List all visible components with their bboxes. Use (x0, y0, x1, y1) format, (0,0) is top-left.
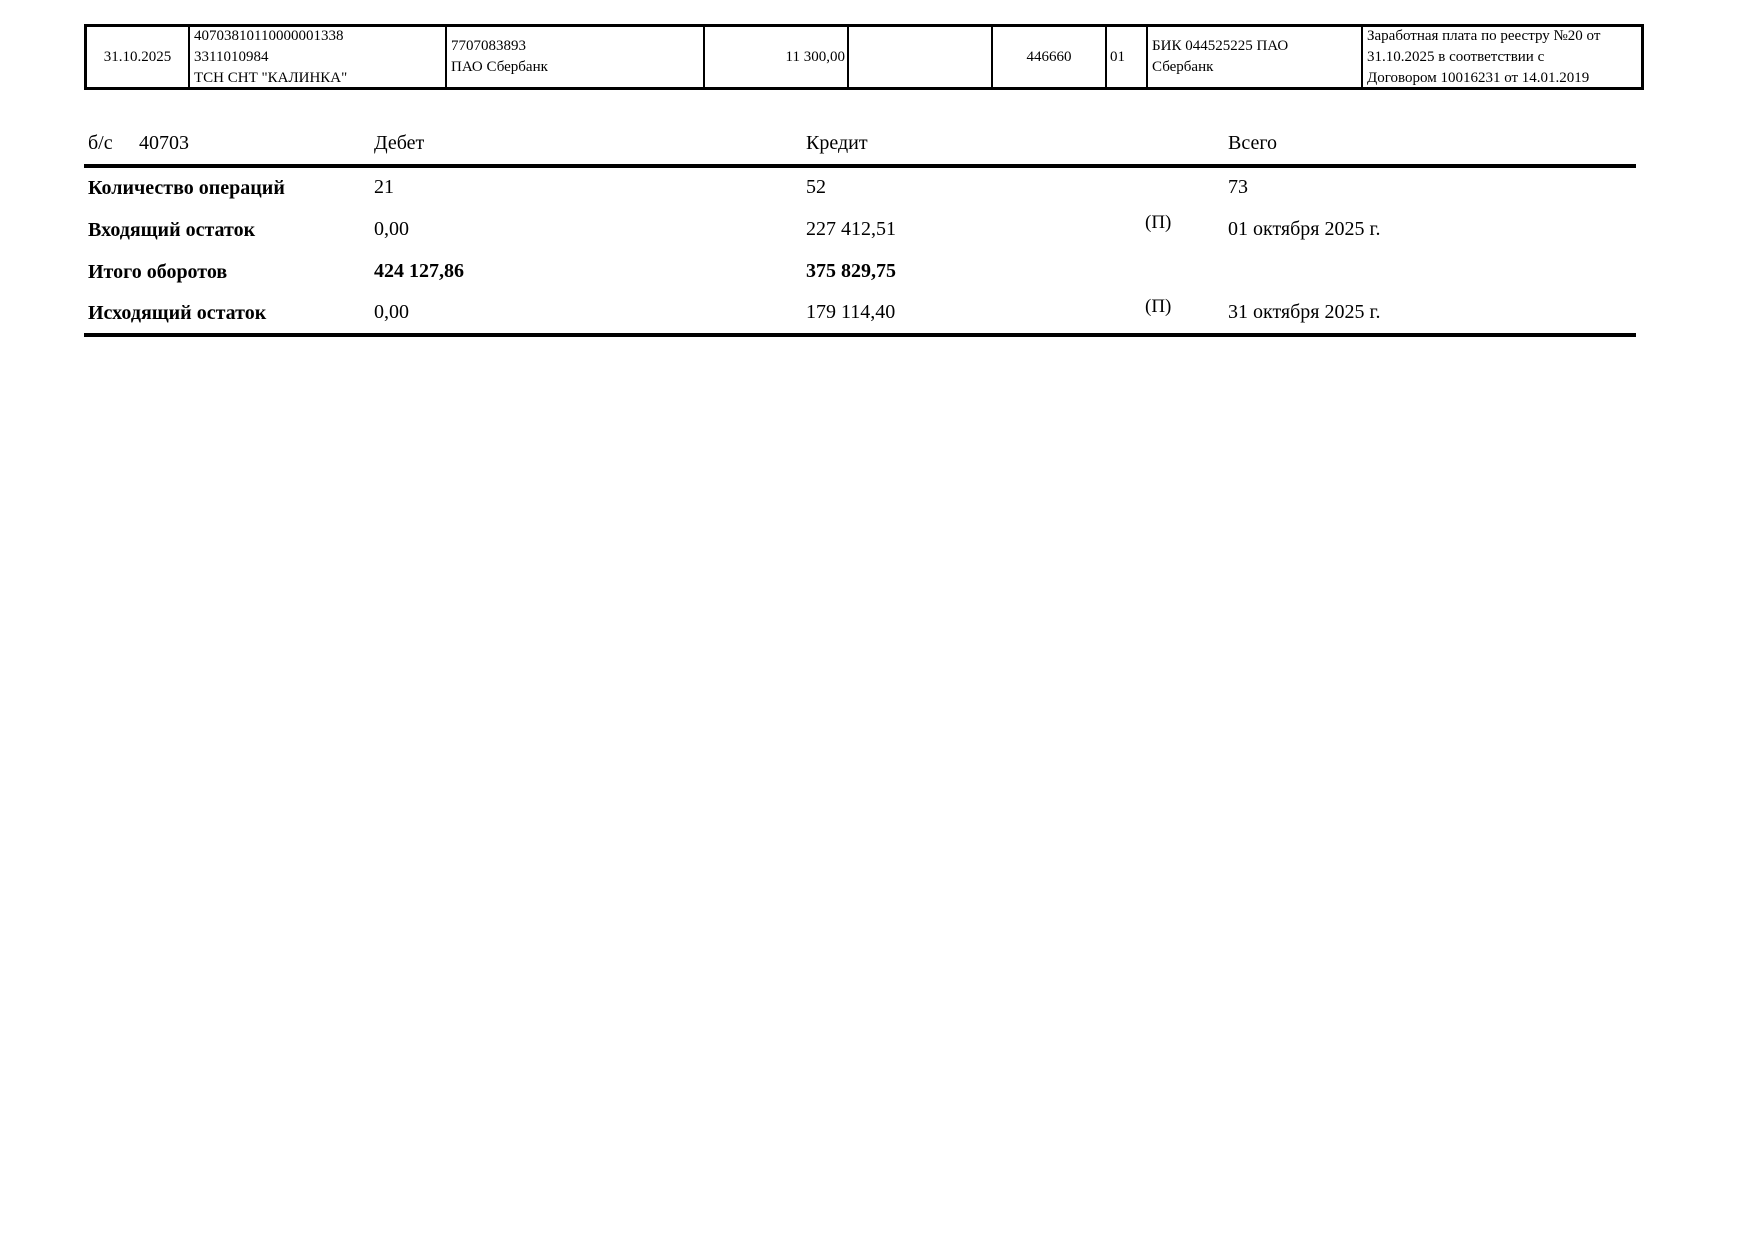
tx-counterparty-inn: 7707083893 (451, 38, 526, 54)
tx-amount-cell (705, 27, 849, 87)
tx-date-cell (87, 27, 190, 87)
tx-date: 31.10.2025 (103, 48, 172, 65)
tx-account-number: 40703810110000001338 (194, 27, 344, 44)
tx-counterparty-name: ПАО Сбербанк (451, 59, 548, 75)
tx-account-inn: 3311010984 (194, 48, 269, 65)
tx-bank-name: Сбербанк (1152, 59, 1214, 75)
tx-op-code: 01 (1110, 48, 1125, 65)
row-opening-label: Входящий остаток (88, 219, 256, 241)
summary-top-rule (84, 164, 1636, 168)
credit-header: Кредит (806, 132, 868, 154)
row-turnover-credit: 375 829,75 (806, 260, 896, 282)
tx-doc-number: 446660 (1026, 48, 1072, 65)
summary-bottom-rule (84, 333, 1636, 337)
tx-purpose-cell (1363, 27, 1641, 87)
row-opening-debit: 0,00 (374, 218, 409, 240)
tx-purpose-line-1: Заработная плата по реестру №20 от (1367, 27, 1601, 44)
tx-bank-bik: БИК 044525225 ПАО (1152, 38, 1289, 54)
tx-purpose-line-2: 31.10.2025 в соответствии с (1367, 48, 1545, 65)
total-header: Всего (1228, 132, 1278, 154)
tx-account-name: ТСН СНТ "КАЛИНКА" (194, 69, 348, 86)
row-operations-debit: 21 (374, 176, 394, 198)
account-value: 40703 (139, 132, 189, 154)
row-operations-label: Количество операций (88, 177, 285, 199)
row-closing-total: 31 октября 2025 г. (1228, 301, 1381, 323)
row-closing-label: Исходящий остаток (88, 302, 267, 324)
row-opening-total: 01 октября 2025 г. (1228, 218, 1381, 240)
tx-account-cell (190, 27, 447, 87)
tx-empty-cell (849, 27, 993, 87)
tx-op-code-cell (1107, 27, 1148, 87)
row-closing-debit: 0,00 (374, 301, 409, 323)
tx-amount: 11 300,00 (785, 48, 845, 65)
row-closing-mark: (П) (1145, 296, 1172, 317)
tx-bank-cell (1148, 27, 1363, 87)
row-turnover-debit: 424 127,86 (374, 260, 464, 282)
row-turnover-label: Итого оборотов (88, 261, 228, 283)
debit-header: Дебет (374, 132, 425, 154)
row-opening-credit: 227 412,51 (806, 218, 896, 240)
row-operations-total: 73 (1228, 176, 1248, 198)
tx-doc-number-cell (993, 27, 1107, 87)
row-opening-mark: (П) (1145, 212, 1172, 233)
row-operations-credit: 52 (806, 176, 826, 198)
row-closing-credit: 179 114,40 (806, 301, 896, 323)
account-label: б/с (88, 132, 113, 154)
tx-counterparty-cell (447, 27, 705, 87)
tx-purpose-line-3: Договором 10016231 от 14.01.2019 (1367, 69, 1590, 86)
transaction-row (84, 24, 1644, 90)
